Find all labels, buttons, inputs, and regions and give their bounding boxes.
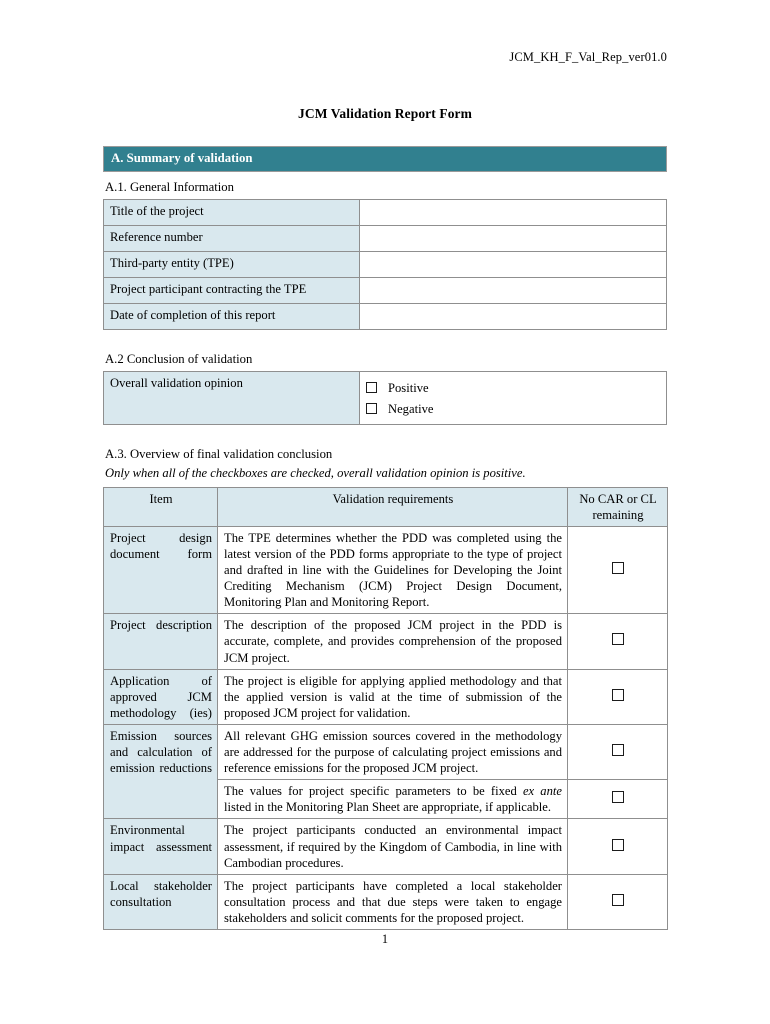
- general-info-label: Third-party entity (TPE): [104, 251, 360, 277]
- table-row: [104, 303, 667, 329]
- page-title: JCM Validation Report Form: [298, 106, 472, 121]
- table-row: [104, 225, 667, 251]
- general-info-label: Reference number: [104, 225, 360, 251]
- no-car-or-cl-checkbox-cell[interactable]: [568, 526, 668, 614]
- no-car-or-cl-checkbox-cell[interactable]: [568, 614, 668, 669]
- section-a-header: A. Summary of validation: [103, 146, 667, 172]
- validation-conclusion-table: [103, 487, 668, 931]
- table-row: [104, 874, 668, 929]
- running-head: JCM_KH_F_Val_Rep_ver01.0: [509, 50, 667, 64]
- validation-item-label: Local stakeholder consultation: [104, 874, 218, 929]
- table-row: [104, 526, 668, 614]
- validation-requirement-text: The project participants conducted an environmental impact assessment, if required by the Kingdom of Cambodia, in line with Cambodian procedures.: [218, 819, 568, 874]
- checkbox-icon[interactable]: [612, 633, 624, 645]
- general-information-body: [104, 199, 667, 329]
- validation-requirement-text: The project participants have completed a local stakeholder consultation process and that due steps were taken to engage stakeholders and solicit comments for the proposed project.: [218, 874, 568, 929]
- checkbox-icon[interactable]: [612, 744, 624, 756]
- general-info-value-field[interactable]: [360, 277, 667, 303]
- general-information-table: [103, 199, 667, 330]
- table-row: [104, 819, 668, 874]
- validation-item-label: Project design document form: [104, 526, 218, 614]
- heading-a3: A.3. Overview of final validation conclusion: [105, 447, 333, 462]
- checkbox-icon[interactable]: [612, 791, 624, 803]
- no-car-or-cl-checkbox-cell[interactable]: [568, 819, 668, 874]
- table-row: [104, 372, 667, 425]
- checkbox-icon[interactable]: [612, 894, 624, 906]
- heading-a1: A.1. General Information: [105, 179, 234, 194]
- checkbox-icon[interactable]: [612, 839, 624, 851]
- table-row: [104, 199, 667, 225]
- general-info-label: Project participant contracting the TPE: [104, 277, 360, 303]
- column-header-validation-requirements: Validation requirements: [218, 487, 568, 526]
- table-row: [104, 669, 668, 724]
- table-row: [104, 724, 668, 779]
- document-content: [103, 146, 667, 930]
- opinion-option-label: Positive: [388, 380, 429, 395]
- checkbox-icon[interactable]: [612, 562, 624, 574]
- general-info-value-field[interactable]: [360, 303, 667, 329]
- checkbox-icon[interactable]: [612, 689, 624, 701]
- no-car-or-cl-checkbox-cell[interactable]: [568, 669, 668, 724]
- checkbox-icon[interactable]: [366, 382, 377, 393]
- heading-a2: A.2 Conclusion of validation: [105, 351, 253, 366]
- general-info-label: Date of completion of this report: [104, 303, 360, 329]
- validation-item-label: Project description: [104, 614, 218, 669]
- table-row: [104, 277, 667, 303]
- validation-item-label: Environmental impact assessment: [104, 819, 218, 874]
- no-car-or-cl-checkbox-cell[interactable]: [568, 724, 668, 779]
- no-car-or-cl-checkbox-cell[interactable]: [568, 874, 668, 929]
- general-info-value-field[interactable]: [360, 225, 667, 251]
- validation-item-label: Application of approved JCM methodology (ies): [104, 669, 218, 724]
- table-row: [104, 251, 667, 277]
- overall-opinion-options: [360, 372, 667, 425]
- validation-requirement-text: The description of the proposed JCM project in the PDD is accurate, complete, and provides comprehension of the proposed JCM project.: [218, 614, 568, 669]
- no-car-or-cl-checkbox-cell[interactable]: [568, 780, 668, 819]
- general-info-value-field[interactable]: [360, 199, 667, 225]
- column-header-no-car-or-cl: No CAR or CL remaining: [568, 487, 668, 526]
- validation-requirement-text: The TPE determines whether the PDD was completed using the latest version of the PDD forms appropriate to the type of project and drafted in line with the Guidelines for Developing the Joint Crediting Mechanism (JCM) Project Design Document, Monitoring Plan and Monitoring Report.: [218, 526, 568, 614]
- general-info-value-field[interactable]: [360, 251, 667, 277]
- table-row: [104, 614, 668, 669]
- validation-conclusion-body: [104, 526, 668, 929]
- validation-item-label: Emission sources and calculation of emission reductions: [104, 724, 218, 819]
- validation-requirement-text: All relevant GHG emission sources covered in the methodology are addressed for the purpose of calculating project emissions and reference emissions for the proposed JCM project.: [218, 724, 568, 779]
- validation-requirement-text: The project is eligible for applying applied methodology and that the applied version is valid at the time of submission of the proposed JCM project for validation.: [218, 669, 568, 724]
- checkbox-icon[interactable]: [366, 403, 377, 414]
- column-header-item: Item: [104, 487, 218, 526]
- opinion-option-positive[interactable]: [366, 377, 661, 398]
- conclusion-table: [103, 371, 667, 425]
- a3-note: Only when all of the checkboxes are checked, overall validation opinion is positive.: [105, 466, 526, 481]
- overall-opinion-label: Overall validation opinion: [104, 372, 360, 425]
- opinion-option-negative[interactable]: [366, 398, 661, 419]
- page-number: 1: [381, 932, 389, 946]
- opinion-option-label: Negative: [388, 401, 434, 416]
- general-info-label: Title of the project: [104, 199, 360, 225]
- table-header-row: [104, 487, 668, 526]
- validation-requirement-text: The values for project specific parameters to be fixed ex ante listed in the Monitoring Plan Sheet are appropriate, if applicable.: [218, 780, 568, 819]
